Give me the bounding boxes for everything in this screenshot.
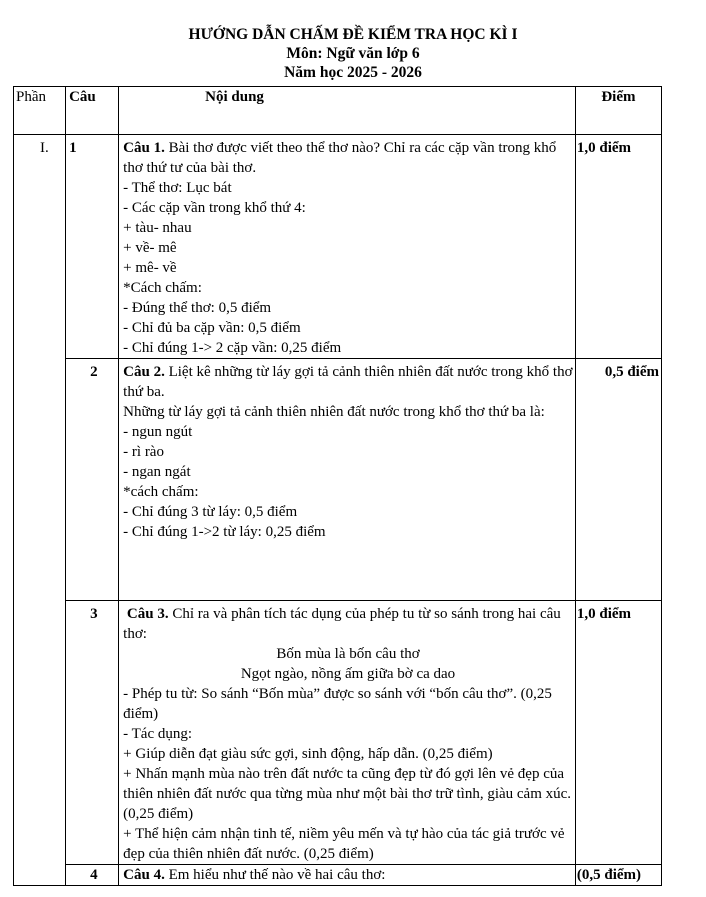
table-row — [14, 135, 662, 359]
question-number: 4 — [66, 865, 119, 886]
answer-line: - Chỉ đủ ba cặp vần: 0,5 điểm — [123, 320, 301, 336]
score: 1,0 điểm — [575, 135, 661, 359]
answer-line: - Chỉ đúng 1-> 2 cặp vần: 0,25 điểm — [123, 340, 342, 356]
answer-line: *Cách chấm: — [123, 280, 202, 296]
header-phan: Phần — [14, 87, 66, 135]
answer-line: - ngun ngút — [123, 424, 193, 440]
score: (0,5 điểm) — [575, 865, 661, 886]
answer-line: - Thể thơ: Lục bát — [123, 180, 232, 196]
header-cau: Câu — [66, 87, 119, 135]
question-text: Chỉ ra và phân tích tác dụng của phép tu từ so sánh trong hai câu thơ: — [123, 606, 561, 642]
question-text: Liệt kê những từ láy gợi tả cảnh thiên nhiên đất nước trong khổ thơ thứ ba. — [123, 364, 573, 400]
answer-line: - rì rào — [123, 444, 164, 460]
question-label: Câu 3. — [126, 606, 169, 622]
question-number: 2 — [66, 359, 119, 601]
answer-line: *cách chấm: — [123, 484, 199, 500]
answer-line: - Phép tu từ: So sánh “Bốn mùa” được so sánh với “bốn câu thơ”. (0,25 điểm) — [123, 686, 552, 722]
section-number: I. — [14, 135, 66, 886]
answer-line: - ngan ngát — [123, 464, 191, 480]
table-row — [14, 865, 662, 886]
document-header — [0, 25, 706, 82]
poem-line: Bốn mùa là bốn câu thơ — [276, 646, 420, 662]
question-number: 3 — [66, 601, 119, 865]
question-text: Bài thơ được viết theo thể thơ nào? Chỉ ra các cặp vần trong khổ thơ thứ tư của bài thơ. — [123, 140, 557, 176]
poem-line: Ngọt ngào, nồng ấm giữa bờ ca dao — [240, 666, 456, 682]
question-content — [119, 135, 576, 359]
answer-line: - Tác dụng: — [123, 726, 193, 742]
question-label: Câu 1. — [123, 140, 165, 156]
table-row — [14, 359, 662, 601]
question-content — [119, 359, 576, 601]
answer-line: + về- mê — [123, 240, 177, 256]
question-label: Câu 2. — [123, 364, 165, 380]
answer-line: + Giúp diễn đạt giàu sức gợi, sinh động, hấp dẫn. (0,25 điểm) — [123, 746, 493, 762]
answer-line: + tàu- nhau — [123, 220, 192, 236]
document-title: HƯỚNG DẪN CHẤM ĐỀ KIỂM TRA HỌC KÌ I — [188, 26, 518, 43]
score: 1,0 điểm — [575, 601, 661, 865]
answer-line: Những từ láy gợi tả cảnh thiên nhiên đất nước trong khổ thơ thứ ba là: — [123, 404, 545, 420]
question-text: Em hiểu như thế nào về hai câu thơ: — [164, 867, 386, 883]
answer-line: - Chỉ đúng 1->2 từ láy: 0,25 điểm — [123, 524, 326, 540]
answer-line: + Thể hiện cảm nhận tinh tế, niềm yêu mến và tự hào của tác giả trước vẻ đẹp của thiên nhiên đất nước. (0,25 điểm) — [123, 826, 565, 862]
question-content — [119, 601, 576, 865]
answer-line: - Chỉ đúng 3 từ láy: 0,5 điểm — [123, 504, 298, 520]
question-number: 1 — [66, 135, 119, 359]
table-row — [14, 601, 662, 865]
header-diem: Điểm — [575, 87, 661, 135]
answer-line: + mê- về — [123, 260, 177, 276]
question-label: Câu 4. — [123, 867, 165, 883]
question-content — [119, 865, 576, 886]
school-year-line: Năm học 2025 - 2026 — [284, 64, 422, 81]
subject-line: Môn: Ngữ văn lớp 6 — [286, 45, 420, 62]
answer-line: - Đúng thể thơ: 0,5 điểm — [123, 300, 272, 316]
score: 0,5 điểm — [575, 359, 661, 601]
answer-line: - Các cặp vần trong khổ thứ 4: — [123, 200, 306, 216]
table-header-row — [14, 87, 662, 135]
grading-table — [13, 86, 662, 886]
header-noi-dung: Nội dung — [119, 87, 576, 135]
answer-line: + Nhấn mạnh mùa nào trên đất nước ta cũng đẹp từ đó gợi lên vẻ đẹp của thiên nhiên đất nước qua từng mùa như một bài thơ trữ tình, giàu cảm xúc. (0,25 điểm) — [123, 766, 572, 822]
